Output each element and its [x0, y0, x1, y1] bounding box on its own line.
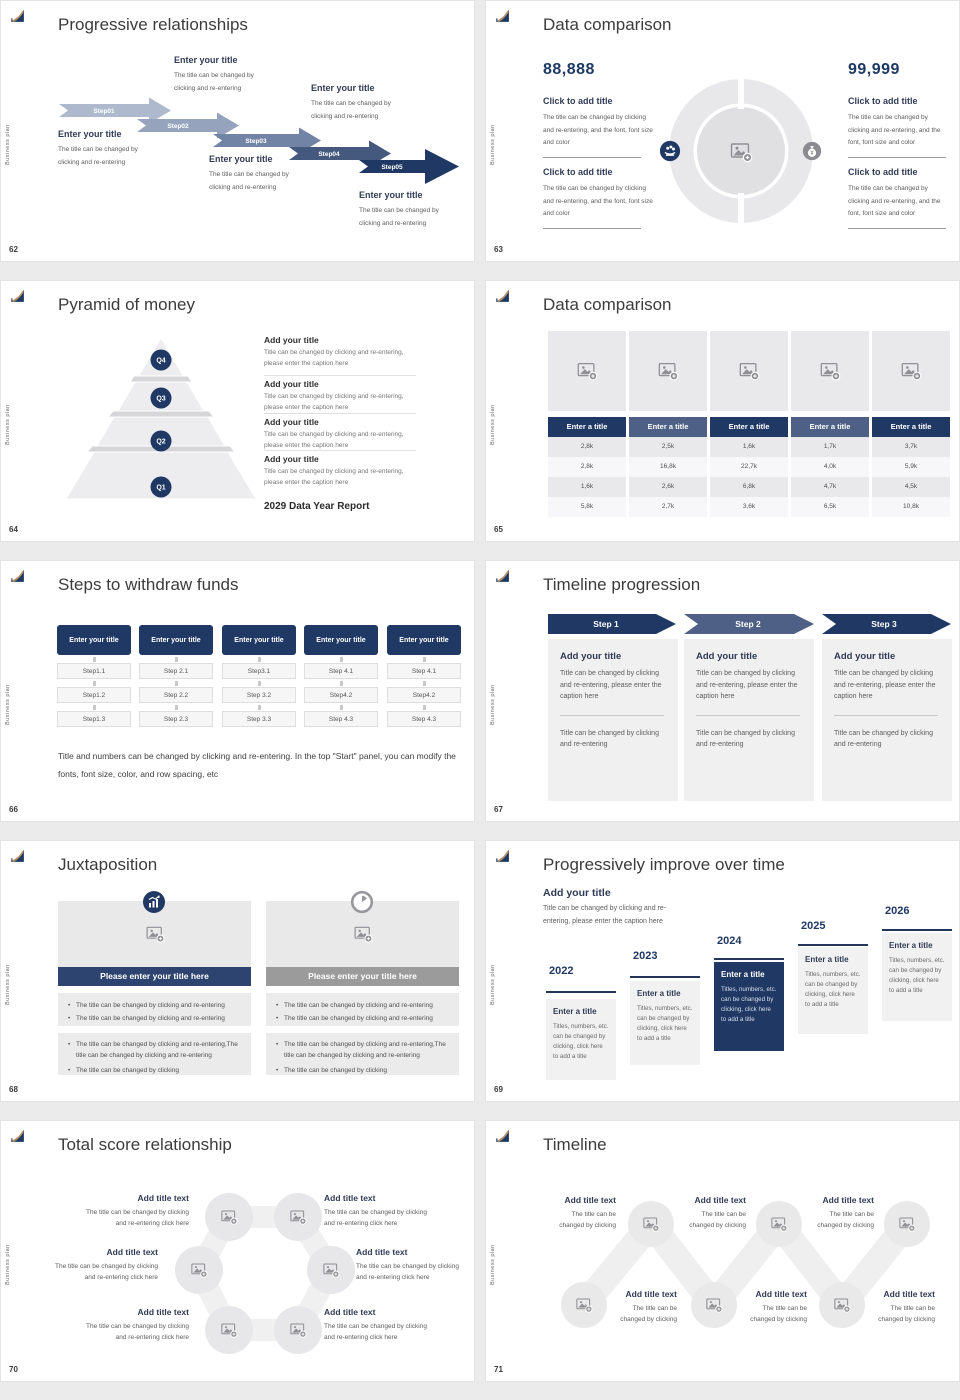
slide-65[interactable] — [485, 280, 960, 542]
card-caption: Title can be changed by clicking and re-entering, please enter the caption here — [560, 670, 662, 700]
image-placeholder-icon — [657, 360, 679, 382]
item-caption: The title can be changed by clicking — [559, 1211, 616, 1229]
table-cell: 4,7k — [791, 477, 869, 497]
year-underline — [714, 958, 784, 960]
divider — [264, 413, 416, 414]
block-heading: Click to add title — [543, 96, 613, 106]
page-title: Progressive relationships — [58, 15, 248, 34]
year-card — [546, 999, 616, 1080]
level-label: Q3 — [156, 395, 166, 403]
item-heading: Add title text — [822, 1195, 874, 1205]
step-column — [304, 625, 378, 727]
block-heading: Add your title — [264, 379, 319, 389]
year-card — [798, 947, 868, 1034]
year-card — [630, 981, 700, 1065]
step-label: Step05 — [381, 164, 403, 171]
table-cell: 2,8k — [548, 437, 626, 457]
card-heading: Enter a title — [553, 1007, 597, 1016]
step-box: Step 4.1 — [304, 663, 378, 679]
slide-number: 66 — [9, 805, 18, 814]
step-label: Step01 — [93, 108, 115, 115]
card-caption: Titles, numbers, etc. can be changed by clicking, click here to add a title — [637, 1005, 693, 1042]
cell-65 — [480, 280, 960, 560]
table-cell: 6,5k — [791, 497, 869, 517]
cell-62 — [0, 0, 480, 280]
step-box: Step4.2 — [304, 687, 378, 703]
item-label — [745, 1289, 807, 1325]
brand-logo-icon — [9, 567, 26, 584]
year-label: 2022 — [549, 965, 574, 977]
step-card — [684, 639, 814, 801]
text-block — [264, 335, 419, 369]
page-title: Data comparison — [543, 15, 672, 34]
item-caption: The title can be changed by clicking and re-entering click here — [86, 1209, 189, 1227]
cell-71 — [480, 1120, 960, 1400]
step-box: Step4.2 — [387, 687, 461, 703]
year-underline — [546, 991, 616, 993]
item-label — [324, 1307, 429, 1343]
sidebar-vertical-text: Business plan — [490, 124, 496, 165]
step-column — [139, 625, 213, 727]
connector-dot — [258, 705, 261, 710]
slide-number: 68 — [9, 1085, 18, 1094]
bullet-box — [58, 1033, 251, 1075]
brand-logo-icon — [494, 287, 511, 304]
connector-dot — [93, 705, 96, 710]
divider — [834, 715, 938, 716]
title-banner: Please enter your title here — [266, 967, 459, 986]
text-block — [264, 379, 419, 413]
slide-number: 63 — [494, 245, 503, 254]
card-heading: Enter a title — [805, 955, 849, 964]
item-heading: Add title text — [564, 1195, 616, 1205]
step-box: Step 2.3 — [139, 711, 213, 727]
section-caption: Title can be changed by clicking and re-entering, please enter the caption here — [543, 905, 667, 925]
slide-67[interactable] — [485, 560, 960, 822]
sidebar-vertical-text: Business plan — [490, 404, 496, 445]
image-placeholder-icon — [819, 360, 841, 382]
block-caption: Title can be changed by clicking and re-entering, please enter the caption here — [264, 393, 404, 411]
image-placeholder-icon — [353, 924, 373, 944]
bullet-box — [266, 993, 459, 1026]
connector-dot — [423, 705, 426, 710]
item-label — [84, 1193, 189, 1229]
image-placeholder — [872, 331, 950, 411]
bullet-item: • The title can be changed by clicking and re-entering,The title can be changed by clicking and re-entering — [275, 1039, 450, 1061]
item-label — [615, 1289, 677, 1325]
cell-66 — [0, 560, 480, 840]
page-title: Timeline — [543, 1135, 607, 1154]
item-heading: Add title text — [106, 1247, 158, 1257]
metric-value-left: 88,888 — [543, 61, 595, 78]
block-caption: The title can be changed by clicking and re-entering, and the font, font size and color — [543, 185, 653, 217]
zigzag-timeline-graphic — [486, 1121, 960, 1382]
money-bag-icon — [803, 142, 821, 160]
table-cell: 3,6k — [710, 497, 788, 517]
item-heading: Add title text — [694, 1195, 746, 1205]
year-label: 2025 — [801, 920, 826, 932]
card-caption: Title can be changed by clicking and re-entering, please enter the caption here — [834, 670, 936, 700]
item-caption: The title can be changed by clicking — [750, 1305, 807, 1323]
block-caption: The title can be changed by clicking and re-entering — [58, 146, 138, 166]
block-caption: Title can be changed by clicking and re-entering, please enter the caption here — [264, 431, 404, 449]
slide-number: 65 — [494, 525, 503, 534]
clock-icon — [350, 890, 374, 914]
item-label — [84, 1307, 189, 1343]
card-heading: Add your title — [560, 651, 622, 662]
column-header: Enter a title — [629, 417, 707, 437]
title-button: Enter your title — [222, 625, 296, 655]
connector-dot — [175, 681, 178, 686]
text-block — [58, 129, 152, 169]
bullet-item: • The title can be changed by clicking — [67, 1064, 242, 1077]
cell-69 — [480, 840, 960, 1120]
card-heading: Add your title — [696, 651, 758, 662]
step-box: Step 2.2 — [139, 687, 213, 703]
slide-number: 64 — [9, 525, 18, 534]
step-column — [57, 625, 131, 727]
bullet-item: • The title can be changed by clicking and re-entering,The title can be changed by clicking and re-entering — [67, 1039, 242, 1061]
step-box: Step 3.2 — [222, 687, 296, 703]
block-heading: Click to add title — [543, 167, 613, 177]
connector-dot — [340, 705, 343, 710]
table-cell: 1,6k — [548, 477, 626, 497]
table-cell: 2,6k — [629, 477, 707, 497]
item-label — [812, 1195, 874, 1231]
table-cell: 2,8k — [548, 457, 626, 477]
step-box: Step 4.3 — [304, 711, 378, 727]
table-cell: 22,7k — [710, 457, 788, 477]
block-heading: Enter your title — [58, 129, 122, 139]
slide-63[interactable] — [485, 0, 960, 262]
card-heading: Enter a title — [637, 989, 681, 998]
block-caption: Title can be changed by clicking and re-entering, please enter the caption here — [264, 349, 404, 367]
block-heading: Enter your title — [311, 83, 375, 93]
block-heading: Click to add title — [848, 167, 918, 177]
column-header: Enter a title — [791, 417, 869, 437]
page-title: Data comparison — [543, 295, 672, 314]
table-column — [548, 331, 626, 517]
step-card — [548, 639, 678, 801]
divider — [560, 715, 664, 716]
page-title: Pyramid of money — [58, 295, 195, 314]
step-label: Step04 — [318, 151, 340, 158]
image-placeholder — [548, 331, 626, 411]
step-card — [822, 639, 952, 801]
table-cell: 4,5k — [872, 477, 950, 497]
text-block — [264, 454, 419, 488]
text-block — [209, 154, 303, 194]
image-placeholder-icon — [900, 360, 922, 382]
step-box: Step3.1 — [222, 663, 296, 679]
table-cell: 16,8k — [629, 457, 707, 477]
block-caption: The title can be changed by clicking and re-entering, and the font, font size and color — [543, 114, 653, 146]
column-header: Enter a title — [548, 417, 626, 437]
block-heading: Enter your title — [359, 190, 423, 200]
cell-68 — [0, 840, 480, 1120]
step-column — [222, 625, 296, 727]
instruction-note: Title and numbers can be changed by clicking and re-entering. In the top "Start" panel, you can modify the fonts, font size, color, and row spacing, etc — [58, 751, 456, 779]
block-heading: Enter your title — [209, 154, 273, 164]
step-box: Step1.3 — [57, 711, 131, 727]
card-caption: Title can be changed by clicking and re-entering, please enter the caption here — [696, 670, 798, 700]
cell-70 — [0, 1120, 480, 1400]
connector-dot — [423, 657, 426, 662]
bullet-item: • The title can be changed by clicking and re-entering — [275, 1012, 450, 1025]
card-footer: Title can be changed by clicking and re-entering — [696, 729, 795, 748]
sidebar-vertical-text: Business plan — [5, 404, 11, 445]
title-button: Enter your title — [387, 625, 461, 655]
block-caption: The title can be changed by clicking and re-entering — [209, 171, 289, 191]
slide-number: 67 — [494, 805, 503, 814]
step-box: Step1.2 — [57, 687, 131, 703]
brand-logo-icon — [494, 847, 511, 864]
text-block — [174, 55, 268, 95]
year-label: 2024 — [717, 935, 742, 947]
page-title: Juxtaposition — [58, 855, 158, 874]
divider — [264, 450, 416, 451]
item-caption: The title can be changed by clicking — [878, 1305, 935, 1323]
table-cell: 4,0k — [791, 457, 869, 477]
level-label: Q4 — [156, 357, 166, 365]
item-label — [554, 1195, 616, 1231]
title-banner: Please enter your title here — [58, 967, 251, 986]
item-heading: Add title text — [625, 1289, 677, 1299]
connector-dot — [258, 681, 261, 686]
item-label — [324, 1193, 429, 1229]
bar-chart-icon — [142, 890, 166, 914]
column-header: Enter a title — [872, 417, 950, 437]
sidebar-vertical-text: Business plan — [5, 1244, 11, 1285]
table-column — [710, 331, 788, 517]
item-label — [53, 1247, 158, 1283]
title-button: Enter your title — [57, 625, 131, 655]
text-block — [264, 417, 419, 451]
block-heading: Add your title — [264, 335, 319, 345]
slide-number: 69 — [494, 1085, 503, 1094]
sidebar-vertical-text: Business plan — [5, 124, 11, 165]
item-caption: The title can be changed by clicking and re-entering click here — [55, 1263, 158, 1281]
item-caption: The title can be changed by clicking — [817, 1211, 874, 1229]
card-footer: Title can be changed by clicking and re-entering — [834, 729, 933, 748]
title-button: Enter your title — [139, 625, 213, 655]
table-cell: 5,9k — [872, 457, 950, 477]
slide-number: 62 — [9, 245, 18, 254]
slide-71[interactable] — [485, 1120, 960, 1382]
image-placeholder — [791, 331, 869, 411]
card-footer: Title can be changed by clicking and re-entering — [560, 729, 659, 748]
sidebar-vertical-text: Business plan — [5, 684, 11, 725]
block-caption: The title can be changed by clicking and re-entering — [174, 72, 254, 92]
section-heading: Add your title — [543, 887, 611, 899]
year-label: 2023 — [633, 950, 658, 962]
card-caption: Titles, numbers, etc. can be changed by clicking, click here to add a title — [805, 971, 861, 1008]
page-title: Total score relationship — [58, 1135, 232, 1154]
item-heading: Add title text — [137, 1307, 189, 1317]
item-caption: The title can be changed by clicking and re-entering click here — [86, 1323, 189, 1341]
card-heading: Enter a title — [721, 970, 765, 979]
connector-dot — [93, 681, 96, 686]
card-caption: Titles, numbers, etc. can be changed by clicking, click here to add a title — [889, 957, 945, 994]
item-heading: Add title text — [356, 1247, 408, 1257]
cell-67 — [480, 560, 960, 840]
table-cell: 5,8k — [548, 497, 626, 517]
image-placeholder-icon — [145, 924, 165, 944]
table-column — [872, 331, 950, 517]
item-caption: The title can be changed by clicking — [689, 1211, 746, 1229]
step-box: Step 3.3 — [222, 711, 296, 727]
coins-icon — [660, 141, 680, 161]
bullet-box — [266, 1033, 459, 1075]
image-placeholder — [629, 331, 707, 411]
block-caption: Title can be changed by clicking and re-entering, please enter the caption here — [264, 468, 404, 486]
step-label: Step 2 — [735, 619, 761, 629]
step-box: Step 4.1 — [387, 663, 461, 679]
connector-dot — [423, 681, 426, 686]
bullet-item: • The title can be changed by clicking — [275, 1064, 450, 1077]
table-cell: 1,6k — [710, 437, 788, 457]
table-cell: 2,7k — [629, 497, 707, 517]
step-box: Step 4.3 — [387, 711, 461, 727]
slide-69[interactable] — [485, 840, 960, 1102]
divider — [264, 375, 416, 376]
item-label — [356, 1247, 461, 1283]
year-underline — [798, 944, 868, 946]
page-title: Progressively improve over time — [543, 855, 785, 874]
sidebar-vertical-text: Business plan — [5, 964, 11, 1005]
image-placeholder-icon — [738, 360, 760, 382]
connector-dot — [340, 657, 343, 662]
block-heading: Enter your title — [174, 55, 238, 65]
connector-dot — [93, 657, 96, 662]
card-caption: Titles, numbers, etc. can be changed by clicking, click here to add a title — [721, 986, 777, 1023]
report-footer: 2029 Data Year Report — [264, 501, 370, 512]
item-caption: The title can be changed by clicking — [620, 1305, 677, 1323]
table-column — [791, 331, 869, 517]
divider — [696, 715, 800, 716]
brand-logo-icon — [9, 847, 26, 864]
cell-63 — [480, 0, 960, 280]
connector-dot — [258, 657, 261, 662]
slide-64[interactable] — [0, 280, 475, 542]
bullet-box — [58, 993, 251, 1026]
item-label — [684, 1195, 746, 1231]
item-heading: Add title text — [324, 1193, 376, 1203]
image-placeholder — [710, 331, 788, 411]
block-heading: Add your title — [264, 454, 319, 464]
slide-62[interactable] — [0, 0, 475, 262]
year-card — [882, 933, 952, 1021]
page-title: Timeline progression — [543, 575, 701, 594]
block-caption: The title can be changed by clicking and re-entering — [359, 207, 439, 227]
connector-dot — [175, 705, 178, 710]
slide-number: 71 — [494, 1365, 503, 1374]
step-box: Step 2.1 — [139, 663, 213, 679]
level-label: Q1 — [156, 484, 166, 492]
donut-graphic — [486, 1, 960, 262]
bullet-item: • The title can be changed by clicking and re-entering — [67, 999, 242, 1012]
item-caption: The title can be changed by clicking and re-entering click here — [324, 1209, 427, 1227]
sidebar-vertical-text: Business plan — [490, 684, 496, 725]
table-cell: 6,8k — [710, 477, 788, 497]
table-cell: 2,5k — [629, 437, 707, 457]
card-caption: Titles, numbers, etc. can be changed by clicking, click here to add a title — [553, 1023, 609, 1060]
block-caption: The title can be changed by clicking and re-entering, and the font, font size and color — [848, 185, 941, 217]
table-cell: 3,7k — [872, 437, 950, 457]
item-caption: The title can be changed by clicking and re-entering click here — [356, 1263, 459, 1281]
step-column — [387, 625, 461, 727]
column-header: Enter a title — [710, 417, 788, 437]
item-heading: Add title text — [137, 1193, 189, 1203]
step-label: Step03 — [245, 138, 267, 145]
step-label: Step 3 — [871, 619, 897, 629]
text-block — [311, 83, 405, 123]
page-title: Steps to withdraw funds — [58, 575, 239, 594]
card-heading: Enter a title — [889, 941, 933, 950]
year-card — [714, 962, 784, 1051]
step-label: Step 1 — [593, 619, 619, 629]
card-heading: Add your title — [834, 651, 896, 662]
sidebar-vertical-text: Business plan — [490, 964, 496, 1005]
year-underline — [882, 929, 952, 931]
bullet-item: • The title can be changed by clicking and re-entering — [67, 1012, 242, 1025]
item-label — [873, 1289, 935, 1325]
block-heading: Add your title — [264, 417, 319, 427]
step-box: Step1.1 — [57, 663, 131, 679]
block-caption: The title can be changed by clicking and re-entering, and the font, font size and color — [848, 114, 941, 146]
image-placeholder-icon — [576, 360, 598, 382]
table-cell: 10,8k — [872, 497, 950, 517]
item-caption: The title can be changed by clicking and re-entering click here — [324, 1323, 427, 1341]
slide-70[interactable] — [0, 1120, 475, 1382]
slide-68[interactable] — [0, 840, 475, 1102]
title-button: Enter your title — [304, 625, 378, 655]
year-underline — [630, 976, 700, 978]
slide-number: 70 — [9, 1365, 18, 1374]
step-banners-graphic — [486, 561, 960, 641]
slide-66[interactable] — [0, 560, 475, 822]
block-caption: The title can be changed by clicking and re-entering — [311, 100, 391, 120]
level-label: Q2 — [156, 438, 166, 446]
block-heading: Click to add title — [848, 96, 918, 106]
year-label: 2026 — [885, 905, 910, 917]
step-label: Step02 — [167, 123, 189, 130]
connector-dot — [175, 657, 178, 662]
table-cell: 1,7k — [791, 437, 869, 457]
sidebar-vertical-text: Business plan — [490, 1244, 496, 1285]
item-heading: Add title text — [324, 1307, 376, 1317]
cell-64 — [0, 280, 480, 560]
bullet-item: • The title can be changed by clicking and re-entering — [275, 999, 450, 1012]
table-column — [629, 331, 707, 517]
text-block — [359, 190, 453, 230]
connector-dot — [340, 681, 343, 686]
item-heading: Add title text — [883, 1289, 935, 1299]
item-heading: Add title text — [755, 1289, 807, 1299]
metric-value-right: 99,999 — [848, 61, 900, 78]
